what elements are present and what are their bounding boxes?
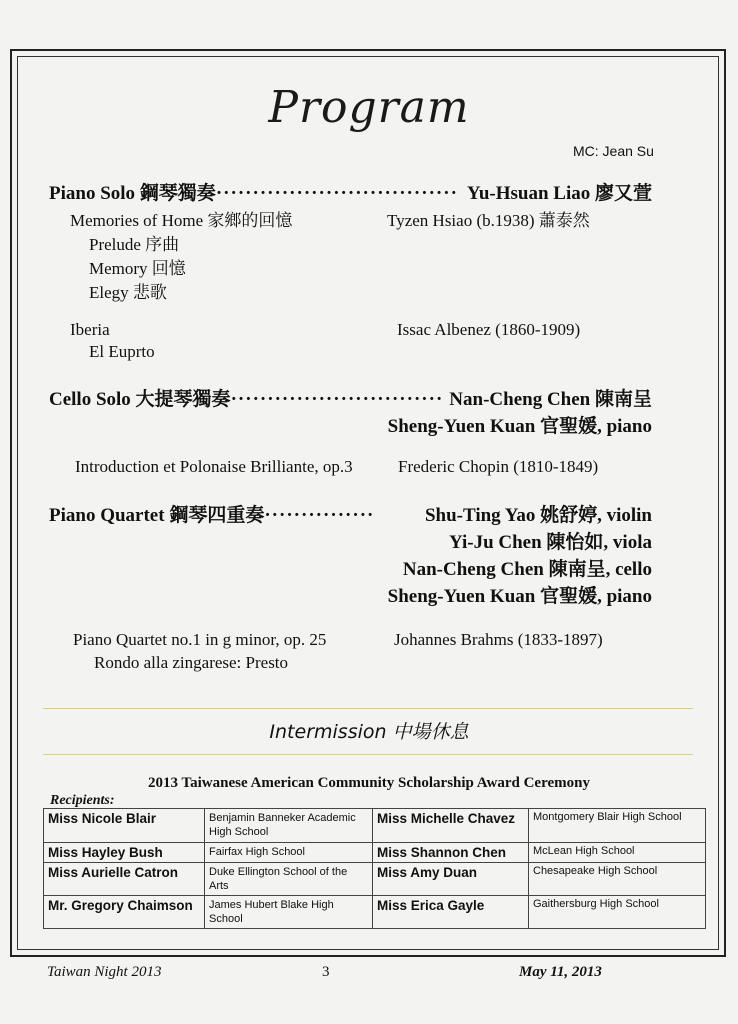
piece-movement: Rondo alla zingarese: Presto bbox=[94, 653, 289, 672]
piano-quartet-leader: ··············· bbox=[264, 505, 375, 526]
cello-solo-title: Cello Solo 大提琴獨奏 bbox=[49, 389, 231, 410]
table-row bbox=[44, 843, 706, 863]
intermission-label: Intermission 中場休息 bbox=[269, 721, 469, 743]
recipient-name: Miss Nicole Blair bbox=[44, 809, 205, 843]
cello-solo-leader: ····························· bbox=[230, 389, 444, 410]
piano-solo-leader: ································· bbox=[215, 183, 458, 204]
page-title: Program bbox=[268, 82, 470, 133]
piece-movement: El Euprto bbox=[89, 342, 155, 361]
piece-title: Iberia bbox=[70, 320, 110, 339]
quartet-performer-piano: Sheng-Yuen Kuan 官聖媛, piano bbox=[387, 586, 652, 607]
recipient-name: Miss Shannon Chen bbox=[373, 843, 529, 863]
recipients-label: Recipients: bbox=[50, 793, 115, 808]
piece-movement: Elegy 悲歌 bbox=[89, 283, 167, 302]
footer-date: May 11, 2013 bbox=[519, 964, 602, 980]
piece-composer: Frederic Chopin (1810-1849) bbox=[398, 457, 599, 476]
piano-quartet-title: Piano Quartet 鋼琴四重奏 bbox=[49, 505, 265, 526]
mc-label: MC: Jean Su bbox=[573, 143, 654, 159]
divider-bottom bbox=[43, 754, 693, 755]
recipient-name: Mr. Gregory Chaimson bbox=[44, 896, 205, 929]
cello-solo-performer: Nan-Cheng Chen 陳南呈 bbox=[449, 389, 652, 410]
table-row bbox=[44, 896, 706, 929]
award-title: 2013 Taiwanese American Community Scholarship Award Ceremony bbox=[148, 775, 590, 791]
piece-movement: Prelude 序曲 bbox=[89, 235, 180, 254]
recipient-school: Chesapeake High School bbox=[529, 863, 706, 896]
quartet-performer-cello: Nan-Cheng Chen 陳南呈, cello bbox=[402, 559, 652, 580]
recipient-school: Duke Ellington School of the Arts bbox=[205, 863, 373, 896]
piece-title: Piano Quartet no.1 in g minor, op. 25 bbox=[73, 630, 327, 649]
table-row bbox=[44, 809, 706, 843]
piece-composer: Tyzen Hsiao (b.1938) 蕭泰然 bbox=[387, 211, 590, 230]
cello-solo-pianist: Sheng-Yuen Kuan 官聖媛, piano bbox=[387, 416, 652, 437]
piano-solo-title: Piano Solo 鋼琴獨奏 bbox=[49, 183, 216, 204]
piece-title: Memories of Home 家鄉的回憶 bbox=[70, 211, 293, 230]
recipient-name: Miss Hayley Bush bbox=[44, 843, 205, 863]
piece-movement: Memory 回憶 bbox=[89, 259, 186, 278]
recipient-school: Gaithersburg High School bbox=[529, 896, 706, 929]
recipient-name: Miss Michelle Chavez bbox=[373, 809, 529, 843]
quartet-performer-violin: Shu-Ting Yao 姚舒婷, violin bbox=[424, 505, 652, 526]
piece-composer: Issac Albenez (1860-1909) bbox=[397, 320, 581, 339]
footer-event: Taiwan Night 2013 bbox=[47, 964, 162, 980]
cello-solo-heading bbox=[49, 384, 443, 411]
piece-title: Introduction et Polonaise Brilliante, op.3 bbox=[75, 457, 353, 476]
recipient-name: Miss Erica Gayle bbox=[373, 896, 529, 929]
recipient-school: Fairfax High School bbox=[205, 843, 373, 863]
recipient-name: Miss Aurielle Catron bbox=[44, 863, 205, 896]
piano-solo-performer: Yu-Hsuan Liao 廖又萱 bbox=[466, 183, 652, 204]
quartet-performer-viola: Yi-Ju Chen 陳怡如, viola bbox=[448, 532, 652, 553]
recipient-school: Benjamin Banneker Academic High School bbox=[205, 809, 373, 843]
recipient-school: James Hubert Blake High School bbox=[205, 896, 373, 929]
table-row bbox=[44, 863, 706, 896]
piece-composer: Johannes Brahms (1833-1897) bbox=[394, 630, 603, 649]
recipients-table bbox=[43, 808, 706, 929]
piano-solo-heading bbox=[49, 178, 458, 205]
divider-top bbox=[43, 708, 693, 709]
recipient-school: McLean High School bbox=[529, 843, 706, 863]
recipient-school: Montgomery Blair High School bbox=[529, 809, 706, 843]
footer-page-number: 3 bbox=[322, 964, 330, 980]
recipient-name: Miss Amy Duan bbox=[373, 863, 529, 896]
piano-quartet-heading bbox=[49, 500, 374, 527]
